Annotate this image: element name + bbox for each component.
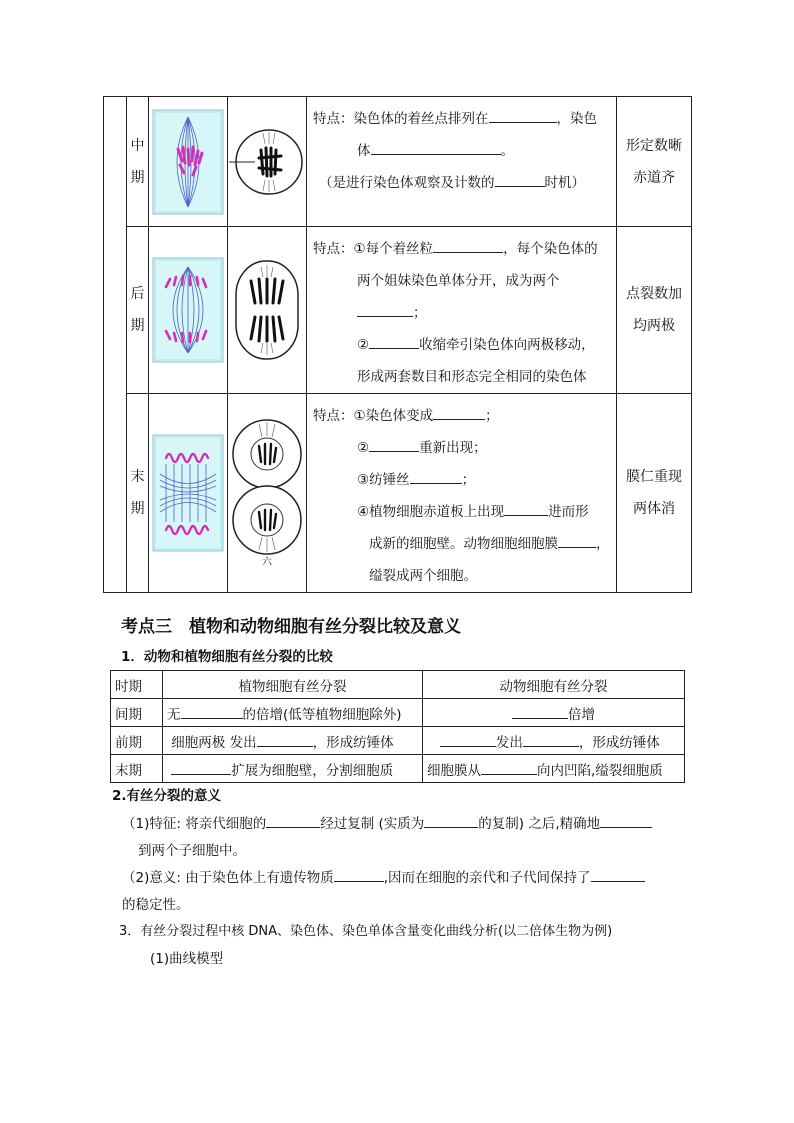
table-row [111, 699, 685, 727]
phase-name: 后 期 [127, 227, 149, 394]
mnemonic: 膜仁重现 两体消 [617, 394, 692, 593]
answer-blank[interactable] [371, 141, 501, 156]
paragraph-meaning-cont: 的稳定性。 [122, 897, 190, 913]
desc-line: ④植物细胞赤道板上出现 进而形 [313, 496, 616, 528]
animal-cell-image [228, 394, 307, 593]
answer-blank[interactable] [512, 704, 568, 719]
desc-line: 特点：染色体的着丝点排列在 ，染色 [313, 103, 616, 135]
answer-blank[interactable] [257, 732, 313, 747]
mnemonic: 形定数晰 赤道齐 [617, 97, 692, 227]
animal-cell: 倍增 [423, 699, 685, 727]
desc-line: 特点：①每个着丝粒 ，每个染色体的 [313, 233, 616, 265]
answer-blank[interactable] [591, 868, 645, 883]
desc-line: ② 收缩牵引染色体向两极移动， [313, 329, 616, 361]
paragraph-feature-cont: 到两个子细胞中。 [138, 843, 246, 859]
period-cell: 末期 [111, 755, 163, 783]
animal-cell-image [228, 227, 307, 394]
table-header: 动物细胞有丝分裂 [423, 671, 685, 699]
desc-line: 成新的细胞壁。动物细胞细胞膜 ， [313, 528, 616, 560]
desc-line: ③纺锤丝 ； [313, 464, 616, 496]
paragraph-feature: （1)特征: 将亲代细胞的 经过复制 (实质为 的复制) 之后,精确地 [122, 812, 652, 832]
answer-blank[interactable] [489, 109, 557, 124]
answer-blank[interactable] [481, 760, 537, 775]
answer-blank[interactable] [369, 335, 419, 350]
paragraph-curve-model: (1)曲线模型 [150, 951, 224, 967]
telophase-plant-figure [152, 434, 224, 552]
section-heading: 考点三 植物和动物细胞有丝分裂比较及意义 [121, 617, 461, 637]
mitosis-phase-table [103, 96, 692, 593]
answer-blank[interactable] [433, 406, 485, 421]
desc-line: ； [313, 297, 616, 329]
phase-description [307, 394, 617, 593]
answer-blank[interactable] [495, 173, 545, 188]
table-row [111, 755, 685, 783]
phase-row-anaphase [104, 227, 692, 394]
answer-blank[interactable] [171, 760, 231, 775]
paragraph-meaning: （2)意义: 由于染色体上有遗传物质 ,因而在细胞的亲代和子代间保持了 [122, 866, 645, 886]
answer-blank[interactable] [357, 303, 413, 318]
table-row [111, 727, 685, 755]
metaphase-animal-figure [229, 124, 305, 200]
subheading-significance: 2.有丝分裂的意义 [112, 788, 222, 804]
answer-blank[interactable] [424, 814, 478, 829]
plant-cell-image [149, 394, 228, 593]
desc-line: 体 。 [313, 135, 616, 167]
answer-blank[interactable] [433, 239, 503, 254]
anaphase-plant-figure [152, 257, 224, 363]
table-header: 植物细胞有丝分裂 [163, 671, 423, 699]
animal-cell-image [228, 97, 307, 227]
subheading-comparison: 1．动物和植物细胞有丝分裂的比较 [121, 649, 333, 665]
period-cell: 间期 [111, 699, 163, 727]
phase-description [307, 97, 617, 227]
comparison-table [110, 670, 685, 783]
phase-row-metaphase [104, 97, 692, 227]
mnemonic: 点裂数加 均两极 [617, 227, 692, 394]
plant-cell-image [149, 97, 228, 227]
answer-blank[interactable] [181, 704, 243, 719]
answer-blank[interactable] [369, 438, 419, 453]
desc-line: 两个姐妹染色单体分开，成为两个 [357, 273, 560, 289]
phase-row-telophase [104, 394, 692, 593]
metaphase-plant-figure [152, 109, 224, 215]
desc-line: ② 重新出现； [313, 432, 616, 464]
table-header-row [111, 671, 685, 699]
period-cell: 前期 [111, 727, 163, 755]
answer-blank[interactable] [600, 814, 652, 829]
phase-description [307, 227, 617, 394]
desc-line: （是进行染色体观察及计数的 时机） [313, 167, 616, 199]
telophase-animal-figure [229, 418, 305, 568]
row-group-cell [104, 97, 127, 593]
table-header: 时期 [111, 671, 163, 699]
figure-label: 六 [262, 557, 272, 568]
answer-blank[interactable] [410, 470, 462, 485]
answer-blank[interactable] [504, 502, 548, 517]
plant-cell: 扩展为细胞壁，分割细胞质 [163, 755, 423, 783]
animal-cell: 细胞膜从 向内凹陷,缢裂细胞质 [423, 755, 685, 783]
plant-cell-image [149, 227, 228, 394]
animal-cell: 发出 ，形成纺锤体 [423, 727, 685, 755]
desc-line: 特点：①染色体变成 ； [313, 400, 616, 432]
phase-name: 中 期 [127, 97, 149, 227]
answer-blank[interactable] [523, 732, 579, 747]
paragraph-curve-analysis: 3．有丝分裂过程中核 DNA、染色体、染色单体含量变化曲线分析(以二倍体生物为例) [119, 924, 613, 939]
desc-line: 缢裂成两个细胞。 [369, 568, 477, 584]
plant-cell: 细胞两极 发出 ，形成纺锤体 [163, 727, 423, 755]
answer-blank[interactable] [266, 814, 320, 829]
phase-name: 末 期 [127, 394, 149, 593]
answer-blank[interactable] [334, 868, 384, 883]
answer-blank[interactable] [558, 534, 596, 549]
answer-blank[interactable] [440, 732, 496, 747]
plant-cell: 无 的倍增(低等植物细胞除外) [163, 699, 423, 727]
anaphase-animal-figure [233, 257, 301, 363]
desc-line: 形成两套数目和形态完全相同的染色体 [357, 369, 587, 385]
